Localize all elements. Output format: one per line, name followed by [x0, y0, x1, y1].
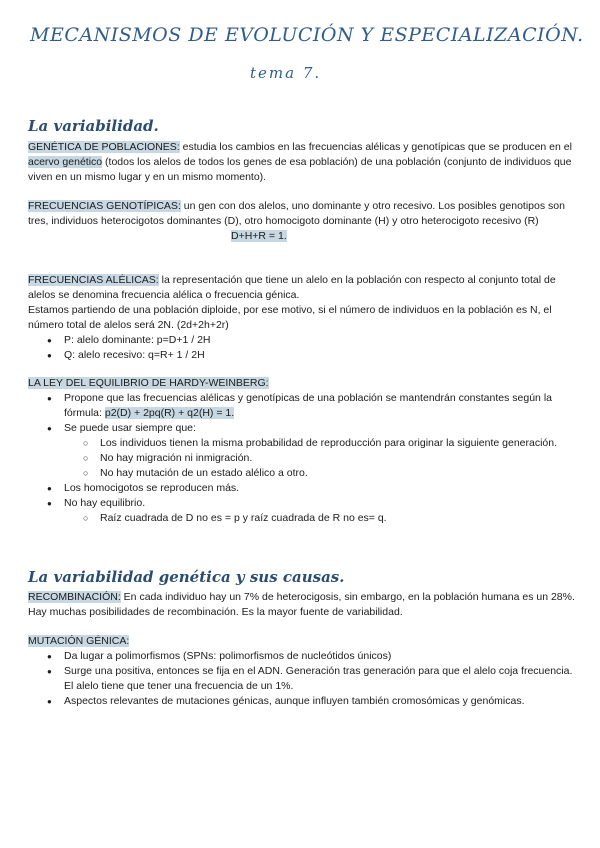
term-frecuencias-genotipicas: FRECUENCIAS GENOTÍPICAS:: [28, 200, 181, 212]
paragraph-frecuencias-alelicas: FRECUENCIAS ALÉLICAS: la representación que tiene un alelo en la población con respecto al conjunto total de alelos se denomina frecuencia alélica o frecuencia génica. Estamos partiendo de una población diploide, por ese motivo, si el número de individuos en la población es N, el número total de alelos será 2N. (2d+2h+2r) ● P: alelo dominante: p=D+1 / 2H ● Q: alelo recesivo: q=R+ 1 / 2H: [28, 273, 576, 363]
list-item: ● No hay equilibrio.: [28, 496, 576, 511]
paragraph-poblacion-diploide: Estamos partiendo de una población diploide, por ese motivo, si el número de individuos en la población es N, el número total de alelos será 2N. (2d+2h+2r): [28, 304, 552, 331]
paragraph-genetica-poblaciones: GENÉTICA DE POBLACIONES: estudia los cambios en las frecuencias alélicas y genotípicas que se producen en el acervo genético (todos los alelos de todos los genes de esa población) de una población (conjunto de individuos que viven en un mismo lugar y en un mismo momento).: [28, 141, 572, 183]
list-item: ○ No hay mutación de un estado alélico a otro.: [28, 466, 576, 481]
list-item: ● Se puede usar siempre que:: [28, 421, 576, 436]
term-acervo-genetico: acervo genético: [28, 156, 103, 168]
paragraph-recombinacion: RECOMBINACIÓN: En cada individuo hay un 7% de heterocigosis, sin embargo, en la población humana es un 28%. Hay muchas posibilidades de recombinación. Es la mayor fuente de variabilidad.: [28, 591, 575, 618]
formula-genotipos: D+H+R = 1.: [231, 230, 287, 242]
term-hardy-weinberg: LA LEY DEL EQUILIBRIO DE HARDY-WEINBERG:: [28, 377, 269, 389]
list-item: ● Da lugar a polimorfismos (SPNs: polimorfismos de nucleótidos únicos): [28, 649, 576, 664]
document-subtitle: tema 7.: [250, 64, 322, 82]
list-alelos: [28, 333, 576, 363]
term-mutacion-genica: MUTACIÓN GÉNICA:: [28, 635, 130, 647]
list-hardy-weinberg: [28, 391, 576, 526]
list-item: ○ No hay migración ni inmigración.: [28, 451, 576, 466]
list-item: ○ Los individuos tienen la misma probabilidad de reproducción para originar la siguiente generación.: [28, 436, 576, 451]
list-item: ● Los homocigotos se reproducen más.: [28, 481, 576, 496]
list-item: ● Q: alelo recesivo: q=R+ 1 / 2H: [28, 348, 576, 363]
list-item: ● P: alelo dominante: p=D+1 / 2H: [28, 333, 576, 348]
term-genetica-poblaciones: GENÉTICA DE POBLACIONES:: [28, 141, 180, 153]
formula-hardy-weinberg: p2(D) + 2pq(R) + q2(H) = 1.: [104, 407, 235, 419]
list-item: ● Surge una positiva, entonces se fija en el ADN. Generación tras generación para que el alelo coja frecuencia. El alelo tiene que tener una frecuencia de un 1%.: [28, 664, 576, 694]
paragraph-frecuencias-genotipicas: FRECUENCIAS GENOTÍPICAS: un gen con dos alelos, uno dominante y otro recesivo. Los posibles genotipos son tres, individuos heterocigotos dominantes (D), otro homocigoto dominante (H) y otro heterocigoto recesivo (R) D+H+R = 1.: [28, 200, 565, 242]
list-mutacion: [28, 649, 576, 709]
document-title: MECANISMOS DE EVOLUCIÓN Y ESPECIALIZACIÓN.: [30, 24, 584, 46]
section-hardy-weinberg: [28, 376, 576, 526]
term-frecuencias-alelicas: FRECUENCIAS ALÉLICAS:: [28, 274, 159, 286]
section-heading-variabilidad: La variabilidad.: [28, 117, 159, 135]
section-heading-variabilidad-genetica: La variabilidad genética y sus causas.: [28, 568, 345, 586]
section-mutacion-genica: [28, 634, 576, 709]
list-item: ○ Raíz cuadrada de D no es = p y raíz cuadrada de R no es= q.: [28, 511, 576, 526]
term-recombinacion: RECOMBINACIÓN:: [28, 591, 121, 603]
list-item: ● Propone que las frecuencias alélicas y genotípicas de una población se mantendrán constantes según la fórmula: p2(D) + 2pq(R) + q2(H) = 1.: [28, 391, 576, 421]
list-item: ● Aspectos relevantes de mutaciones génicas, aunque influyen también cromosómicas y genómicas.: [28, 694, 576, 709]
